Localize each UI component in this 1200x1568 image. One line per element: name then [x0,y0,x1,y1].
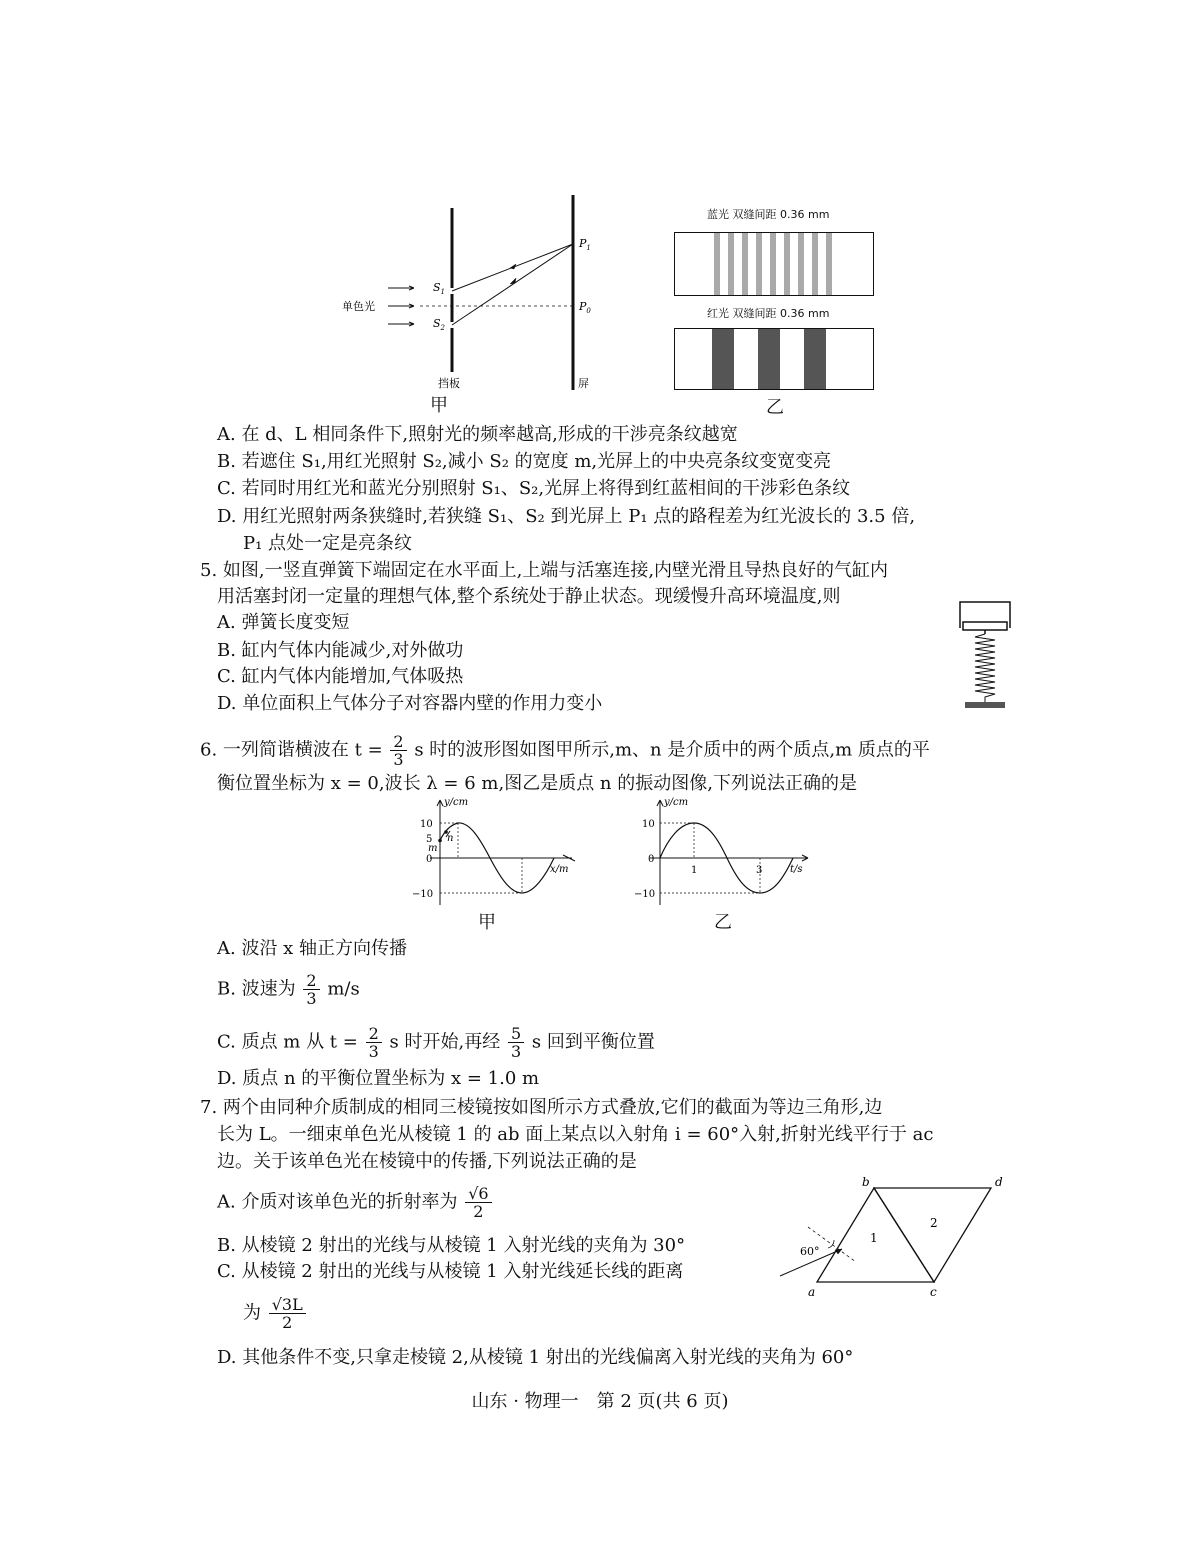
graph-yi-caption: 乙 [714,912,732,933]
prism-diagram [770,1172,1010,1302]
prism-1-label: 1 [870,1231,878,1245]
q6-c-part1: C. 质点 m 从 t = [217,1031,358,1053]
q5-option-d: D. 单位面积上气体分子对容器内壁的作用力变小 [217,693,603,714]
jia-point-m: m [428,843,438,854]
vibration-graph-yi [630,795,815,910]
graph-jia-caption: 甲 [478,912,496,933]
q6-stem-fraction [390,733,406,768]
s1-sub: 1 [440,288,446,296]
q6-c-part3: s 回到平衡位置 [531,1031,655,1053]
p1-sub: 1 [586,244,591,252]
q7-stem-line1: 7. 两个由同种介质制成的相同三棱镜按如图所示方式叠放,它们的截面为等边三角形,边 [200,1097,883,1118]
p0-label: P [579,300,587,313]
q6-b-fraction [303,972,319,1007]
q5-stem-line1: 5. 如图,一竖直弹簧下端固定在水平面上,上端与活塞连接,内壁光滑且导热良好的气缸内 [200,560,889,581]
vertex-b: b [862,1175,870,1189]
wave-graph-jia [400,795,580,910]
p0-sub: 0 [586,307,591,315]
q6-c-part2: s 时开始,再经 [389,1031,501,1053]
q7-option-d: D. 其他条件不变,只拿走棱镜 2,从棱镜 1 射出的光线偏离入射光线的夹角为 60° [217,1347,854,1368]
jia-point-n: n [447,833,454,844]
vertex-d: d [995,1175,1003,1189]
blue-fringe-pattern [674,232,874,296]
q5-option-b: B. 缸内气体内能减少,对外做功 [217,640,464,661]
q6-stem-line2: 衡位置坐标为 x = 0,波长 λ = 6 m,图乙是质点 n 的振动图像,下列说法正确的是 [217,773,857,794]
q6-option-a: A. 波沿 x 轴正方向传播 [217,938,408,959]
light-label: 单色光 [342,300,375,313]
s2-sub: 2 [440,324,446,332]
q6-stem-num: 2 [390,733,406,751]
q4-option-c: C. 若同时用红光和蓝光分别照射 S₁、S₂,光屏上将得到红蓝相间的干涉彩色条纹 [217,478,851,499]
vertex-a: a [808,1285,816,1299]
fig4-yi-caption: 乙 [766,397,784,418]
yi-tick-1: 1 [691,865,698,876]
q4-option-a: A. 在 d、L 相同条件下,照射光的频率越高,形成的干涉亮条纹越宽 [217,424,738,445]
jia-tick-5: 5 [426,834,433,845]
p1-label: P [579,237,587,250]
q5-option-c: C. 缸内气体内能增加,气体吸热 [217,666,464,687]
screen-label: 屏 [578,377,589,390]
q7-option-c-line1: C. 从棱镜 2 射出的光线与从棱镜 1 入射光线延长线的距离 [217,1261,684,1282]
q4-option-d-line2: P₁ 点处一定是亮条纹 [243,533,413,554]
yi-tick-0: 0 [648,854,655,865]
svg-text:P0 [578,300,591,315]
q4-option-d-line1: D. 用红光照射两条狭缝时,若狭缝 S₁、S₂ 到光屏上 P₁ 点的路程差为红光波长的 3.5 倍, [217,506,916,527]
q6-b-den: 3 [306,989,317,1008]
q6-b-part2: m/s [327,978,360,1000]
yi-xlabel: t/s [790,864,803,875]
q6-b-part1: B. 波速为 [217,978,296,1000]
q6-c-den1: 3 [368,1042,379,1061]
q7-c-part1: 为 [243,1302,261,1324]
svg-text:S2 [433,317,446,332]
q7-a-fraction [465,1185,491,1220]
spring-cylinder-diagram [955,598,1017,714]
vertex-c: c [930,1285,937,1299]
q6-c-fraction2 [508,1025,524,1060]
q7-stem-line3: 边。关于该单色光在棱镜中的传播,下列说法正确的是 [217,1151,637,1172]
q5-option-a: A. 弹簧长度变短 [217,612,350,633]
fig4-jia-caption: 甲 [430,395,448,416]
baffle-label: 挡板 [438,377,460,390]
q4-option-b: B. 若遮住 S₁,用红光照射 S₂,减小 S₂ 的宽度 m,光屏上的中央亮条纹变宽变亮 [217,451,832,472]
q7-c-num: √3L [269,1296,306,1314]
q6-c-den2: 3 [510,1042,522,1061]
q7-c-den: 2 [282,1313,293,1332]
q6-stem-part2: s 时的波形图如图甲所示,m、n 是介质中的两个质点,m 质点的平 [414,739,930,761]
q7-option-c-line2 [243,1296,308,1331]
incidence-angle-label: 60° [800,1245,820,1258]
q5-stem-line2: 用活塞封闭一定量的理想气体,整个系统处于静止状态。现缓慢升高环境温度,则 [217,586,841,607]
q6-option-b [217,972,360,1007]
q6-stem-den: 3 [393,750,404,769]
jia-ylabel: y/cm [444,797,469,808]
yi-tick-10: 10 [642,819,655,830]
q7-a-num: √6 [465,1185,491,1203]
q7-a-den: 2 [473,1202,484,1221]
q6-c-num1: 2 [366,1025,382,1043]
red-fringe-pattern [674,328,874,390]
yi-tick-3: 3 [756,865,763,876]
q7-a-part1: A. 介质对该单色光的折射率为 [217,1191,458,1213]
s1-label: S [433,281,441,294]
q6-stem-line1 [200,733,930,768]
svg-text:P1 [578,237,591,252]
jia-tick-m10: −10 [412,889,434,900]
double-slit-diagram [330,190,620,430]
jia-xlabel: x/m [550,864,569,875]
q7-stem-line2: 长为 L。一细束单色光从棱镜 1 的 ab 面上某点以入射角 i = 60°入射,折射光线平行于 ac [217,1124,934,1145]
q6-b-num: 2 [303,972,319,990]
q6-stem-part1: 6. 一列简谐横波在 t = [200,739,383,761]
q7-c-fraction [269,1296,306,1331]
yi-tick-m10: −10 [634,889,656,900]
blue-fringe-label: 蓝光 双缝间距 0.36 mm [707,208,830,221]
svg-text:S1 [433,281,445,296]
q6-c-num2: 5 [508,1025,524,1043]
jia-tick-10: 10 [420,819,433,830]
q7-option-b: B. 从棱镜 2 射出的光线与从棱镜 1 入射光线的夹角为 30° [217,1235,686,1256]
page-footer: 山东 · 物理一 第 2 页(共 6 页) [471,1391,729,1412]
q7-option-a [217,1185,494,1220]
jia-tick-0: 0 [426,854,433,865]
red-fringe-label: 红光 双缝间距 0.36 mm [707,307,830,320]
q6-option-d: D. 质点 n 的平衡位置坐标为 x = 1.0 m [217,1068,540,1089]
prism-2-label: 2 [930,1216,938,1230]
q6-c-fraction1 [366,1025,382,1060]
s2-label: S [433,317,441,330]
q6-option-c [217,1025,655,1060]
yi-ylabel: y/cm [664,797,689,808]
